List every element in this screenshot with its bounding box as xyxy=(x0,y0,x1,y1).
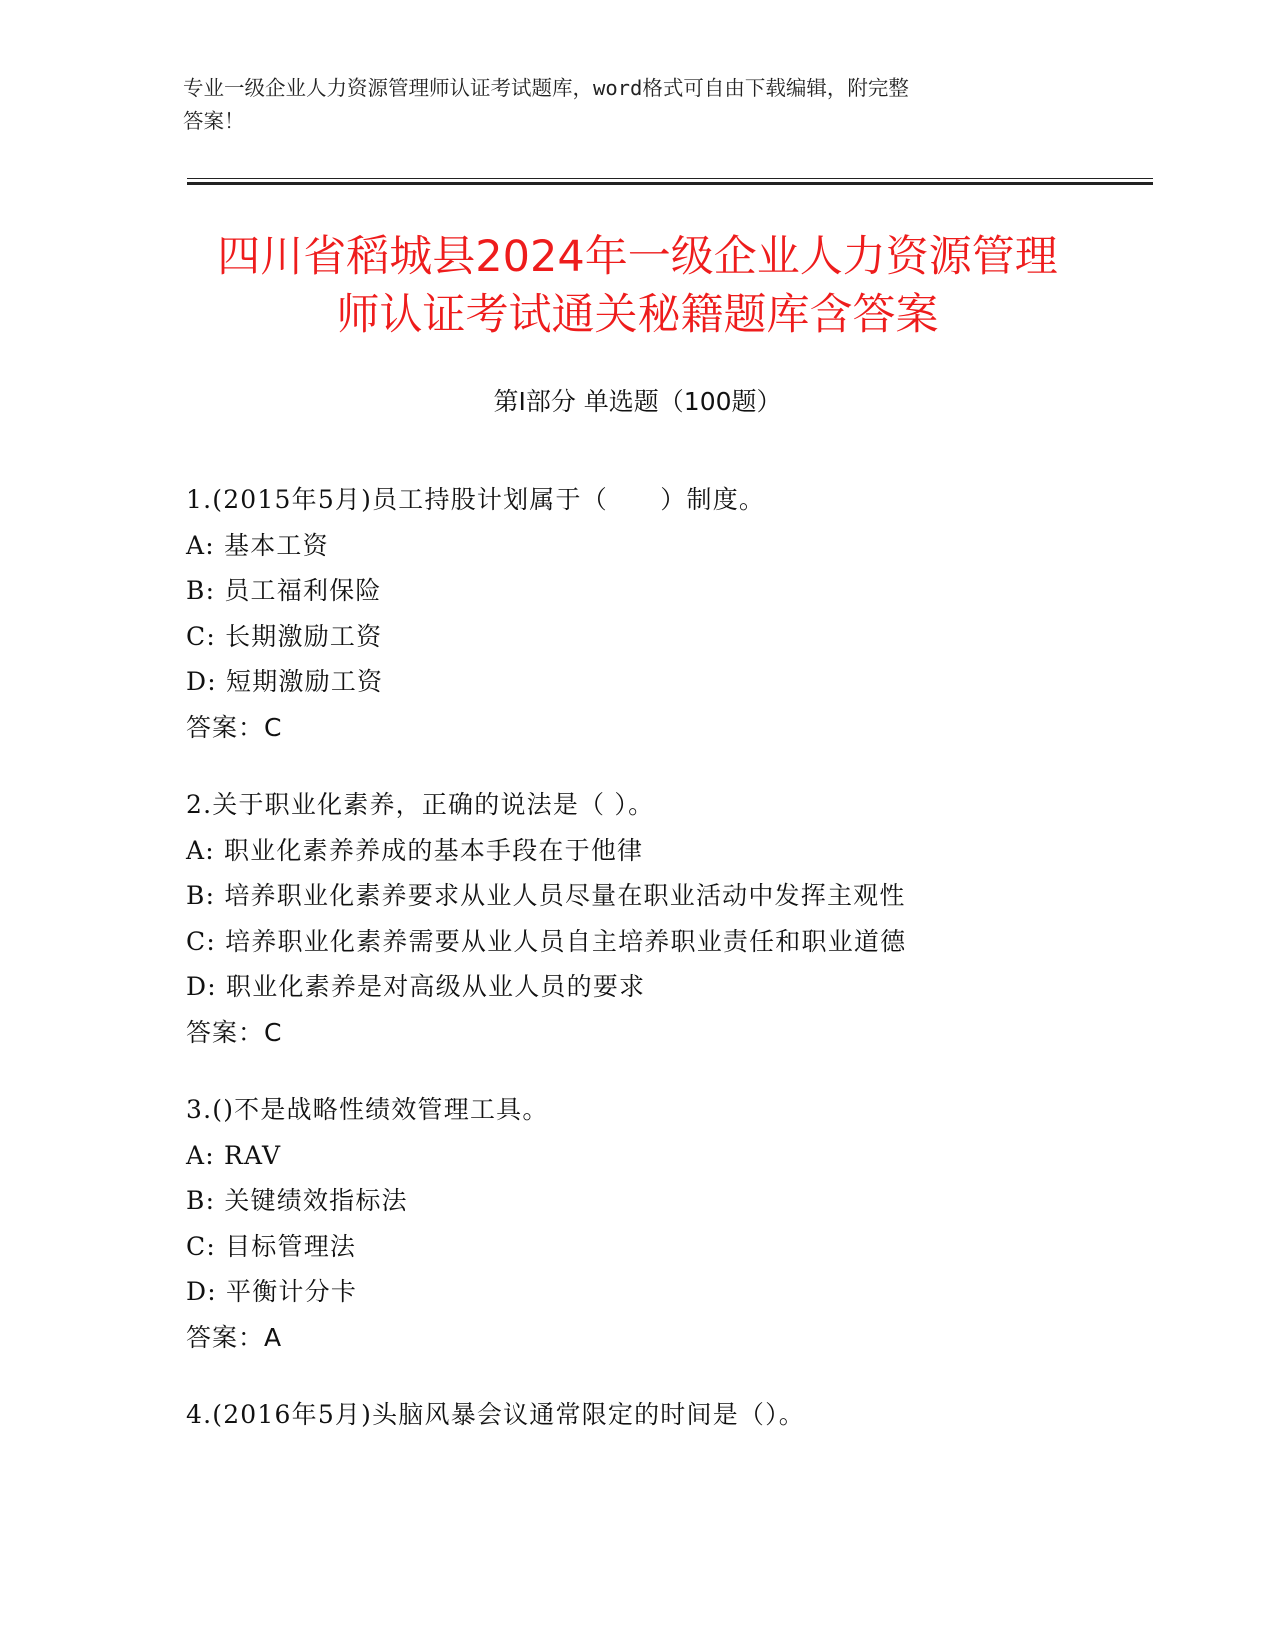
header-note-line2: 答案！ xyxy=(183,109,245,133)
section-title: 第Ⅰ部分 单选题（100题） xyxy=(493,387,782,416)
answer: 答案：C xyxy=(186,712,283,742)
document-title-line1: 四川省稻城县2024年一级企业人力资源管理 xyxy=(217,232,1058,282)
document-title-line2: 师认证考试通关秘籍题库含答案 xyxy=(336,290,939,340)
option-d: D: 短期激励工资 xyxy=(186,667,384,696)
option-c: C: 目标管理法 xyxy=(186,1231,357,1261)
option-b: B: 关键绩效指标法 xyxy=(186,1186,408,1215)
header-note-line1: 专业一级企业人力资源管理师认证考试题库，word格式可自由下载编辑，附完整 xyxy=(183,76,909,100)
option-a: A: 职业化素养养成的基本手段在于他律 xyxy=(186,835,644,865)
answer: 答案：C xyxy=(186,1017,283,1047)
header-divider-thick xyxy=(187,182,1153,185)
question-4 xyxy=(186,1392,1186,1438)
question-list xyxy=(186,477,1186,1470)
question-stem: 4.(2016年5月)头脑风暴会议通常限定的时间是（）。 xyxy=(186,1400,805,1429)
option-a: A: 基本工资 xyxy=(186,530,329,560)
answer: 答案：A xyxy=(186,1322,283,1352)
question-stem: 2.关于职业化素养，正确的说法是（ ）。 xyxy=(186,790,655,819)
option-c: C: 长期激励工资 xyxy=(186,621,383,651)
document-title xyxy=(100,228,1175,344)
question-2 xyxy=(186,782,1186,1055)
question-stem: 3.()不是战略性绩效管理工具。 xyxy=(186,1095,549,1124)
option-c: C: 培养职业化素养需要从业人员自主培养职业责任和职业道德 xyxy=(186,926,907,956)
option-d: D: 平衡计分卡 xyxy=(186,1277,358,1306)
question-3 xyxy=(186,1087,1186,1360)
option-d: D: 职业化素养是对高级从业人员的要求 xyxy=(186,972,646,1001)
question-1 xyxy=(186,477,1186,750)
question-stem: 1.(2015年5月)员工持股计划属于（ ）制度。 xyxy=(186,485,766,514)
header-note xyxy=(183,72,1063,138)
option-b: B: 培养职业化素养要求从业人员尽量在职业活动中发挥主观性 xyxy=(186,881,906,910)
option-a: A: RAV xyxy=(186,1140,282,1170)
option-b: B: 员工福利保险 xyxy=(186,576,382,605)
header-divider-thin xyxy=(187,178,1153,179)
